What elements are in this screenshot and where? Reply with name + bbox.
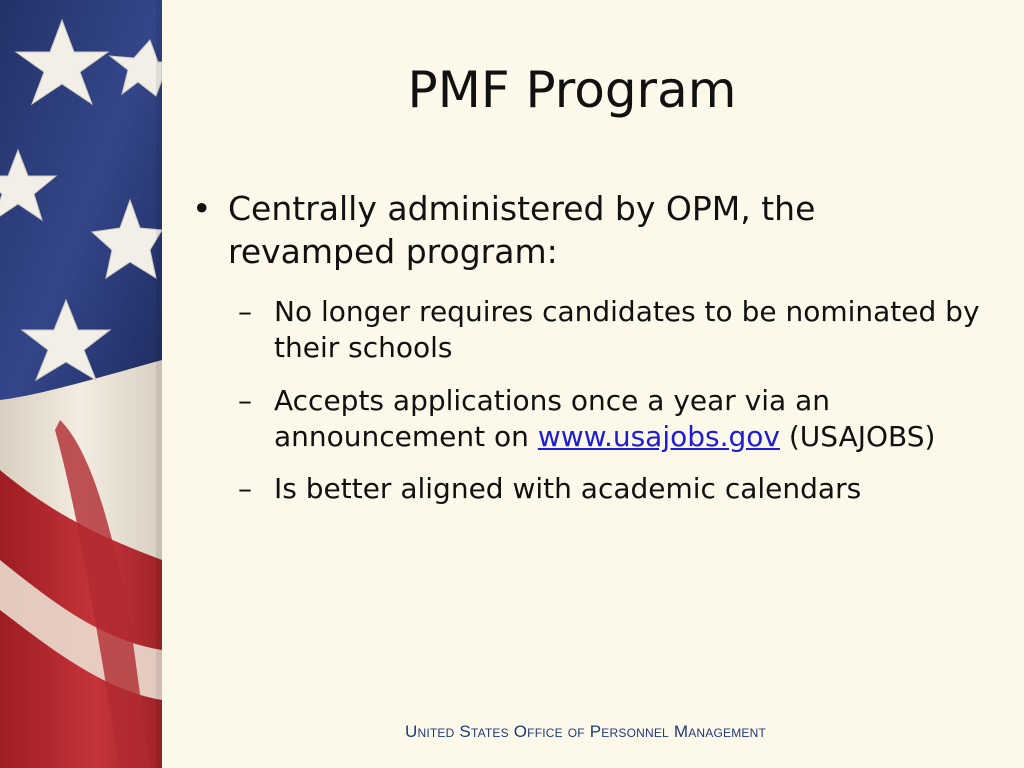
bullet-marker: • bbox=[192, 189, 212, 228]
subbullet-text: Is better aligned with academic calendars bbox=[274, 472, 862, 506]
usajobs-link[interactable]: www.usajobs.gov bbox=[537, 419, 780, 453]
bullet-text: Centrally administered by OPM, the revamped program: bbox=[228, 189, 816, 271]
bullet-item bbox=[190, 188, 990, 274]
subbullet-marker: – bbox=[238, 294, 252, 328]
subbullet-marker: – bbox=[238, 472, 252, 506]
subbullet-item bbox=[190, 294, 990, 367]
subbullet-text-before: Accepts applications once a year via an announcement on bbox=[274, 383, 830, 453]
slide-body bbox=[190, 188, 990, 524]
subbullet-text-after: (USAJOBS) bbox=[779, 419, 936, 453]
slide-title: PMF Program bbox=[407, 61, 737, 119]
us-flag-image bbox=[0, 0, 162, 768]
subbullet-item bbox=[190, 471, 990, 507]
subbullet-item bbox=[190, 383, 990, 456]
flag-decoration bbox=[0, 0, 162, 768]
footer-agency-name: United States Office of Personnel Management bbox=[405, 722, 766, 741]
subbullet-text: No longer requires candidates to be nominated by their schools bbox=[274, 294, 980, 365]
subbullet-marker: – bbox=[238, 383, 252, 417]
